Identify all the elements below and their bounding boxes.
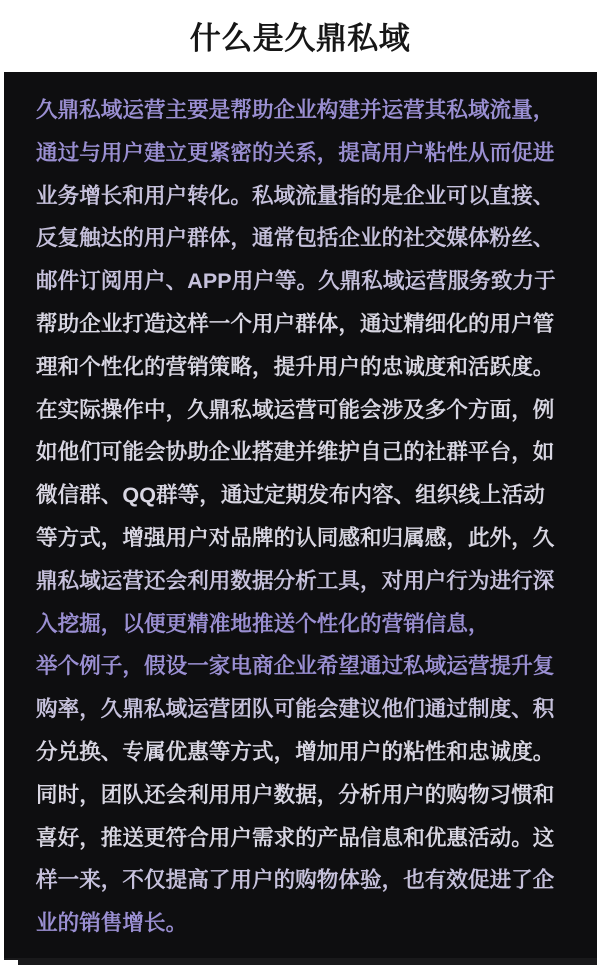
text-line: 购率，久鼎私域运营团队可能会建议他们通过制度、积 xyxy=(36,697,555,722)
text-line: 鼎私域运营还会利用数据分析工具，对用户行为进行深 xyxy=(36,568,555,593)
text-line: 邮件订阅用户、APP用户等。久鼎私域运营服务致力于 xyxy=(36,269,556,294)
content-panel xyxy=(4,72,597,965)
text-line: 如他们可能会协助企业搭建并维护自己的社群平台，如 xyxy=(36,440,555,465)
corner-notch xyxy=(0,960,18,965)
text-line: 同时，团队还会利用用户数据，分析用户的购物习惯和 xyxy=(36,782,555,807)
text-line: 久鼎私域运营主要是帮助企业构建并运营其私域流量， xyxy=(36,98,555,122)
text-line: 微信群、QQ群等，通过定期发布内容、组织线上活动 xyxy=(36,483,545,508)
page-title: 什么是久鼎私域 xyxy=(189,21,411,56)
bottom-strip xyxy=(4,958,597,965)
text-line: 帮助企业打造这样一个用户群体，通过精细化的用户管 xyxy=(36,311,555,336)
text-line: 理和个性化的营销策略，提升用户的忠诚度和活跃度。 xyxy=(36,354,555,379)
text-line: 喜好，推送更符合用户需求的产品信息和优惠活动。这 xyxy=(36,825,555,850)
text-line: 样一来，不仅提高了用户的购物体验，也有效促进了企 xyxy=(36,868,555,893)
text-line: 反复触达的用户群体，通常包括企业的社交媒体粉丝、 xyxy=(36,226,555,251)
body-text xyxy=(4,72,597,945)
text-line: 入挖掘，以便更精准地推送个性化的营销信息， xyxy=(36,611,490,636)
text-line: 业的销售增长。 xyxy=(36,911,188,936)
text-line: 分兑换、专属优惠等方式，增加用户的粘性和忠诚度。 xyxy=(36,739,555,764)
text-line: 在实际操作中，久鼎私域运营可能会涉及多个方面，例 xyxy=(36,397,555,422)
text-line: 业务增长和用户转化。私域流量指的是企业可以直接、 xyxy=(36,183,555,208)
text-line: 通过与用户建立更紧密的关系，提高用户粘性从而促进 xyxy=(36,140,555,165)
text-line: 举个例子，假设一家电商企业希望通过私域运营提升复 xyxy=(36,654,555,679)
text-line: 等方式，增强用户对品牌的认同感和归属感，此外，久 xyxy=(36,525,555,550)
